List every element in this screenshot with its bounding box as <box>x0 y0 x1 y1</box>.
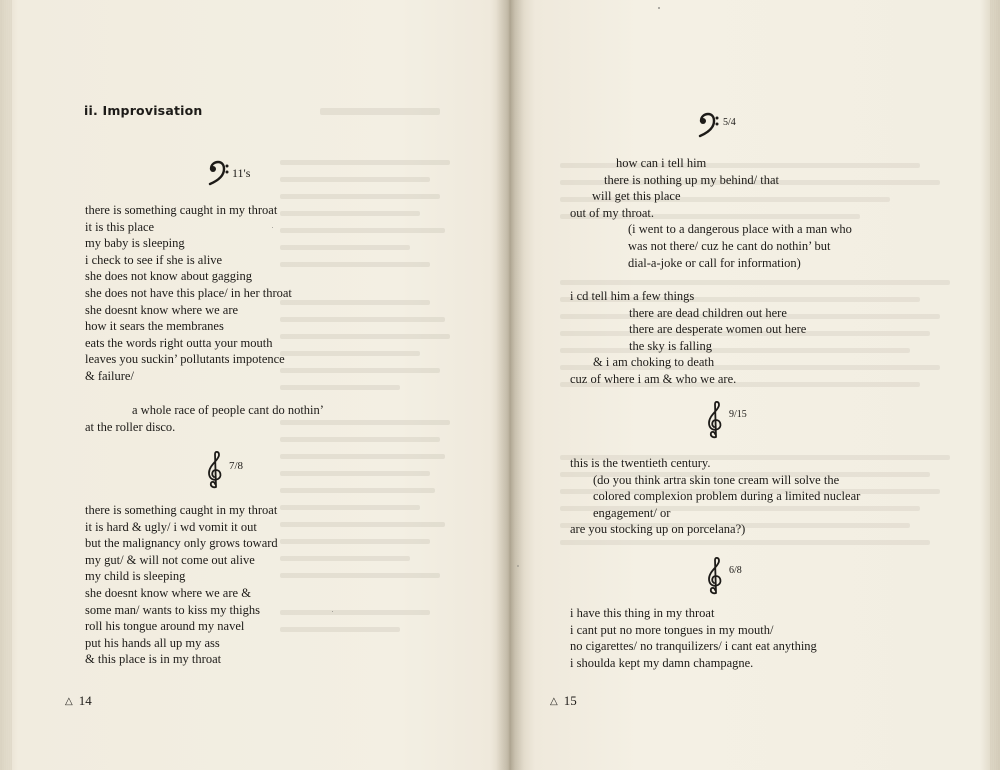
poem-line: my gut/ & will not come out alive <box>85 552 255 567</box>
poem-line: (do you think artra skin tone cream will solve the <box>593 472 840 487</box>
poem-line: my child is sleeping <box>85 569 186 584</box>
poem-line: how it sears the membranes <box>85 319 224 334</box>
poem-line: she does not have this place/ in her throat <box>85 285 292 300</box>
page-number: 15 <box>563 693 577 708</box>
tempo-marking-9-15 <box>705 400 747 440</box>
poem-line: & i am choking to death <box>593 355 715 370</box>
treble-clef-icon <box>705 556 725 596</box>
right-stanza-2 <box>570 288 806 388</box>
bass-clef-icon <box>207 160 229 186</box>
poem-line: she does not know about gagging <box>85 269 252 284</box>
page-number: 14 <box>78 693 92 708</box>
tempo-marking-5-4 <box>697 112 736 138</box>
poem-line: colored complexion problem during a limited nuclear <box>593 489 861 504</box>
right-stanza-1 <box>570 155 852 271</box>
time-signature: 6/8 <box>729 565 742 576</box>
treble-clef-icon <box>205 450 225 490</box>
poem-line: it is this place <box>85 219 155 234</box>
bass-clef-icon <box>697 112 719 138</box>
tempo-marking-6-8 <box>705 556 742 596</box>
poem-line: & failure/ <box>85 368 134 383</box>
poem-line: put his hands all up my ass <box>85 635 220 650</box>
poem-line: a whole race of people cant do nothin’ <box>132 403 324 417</box>
poem-line: out of my throat. <box>570 205 655 220</box>
poem-line: leaves you suckin’ pollutants impotence <box>85 352 285 367</box>
page-edge-left <box>0 0 12 770</box>
left-stanza-2 <box>85 402 324 435</box>
poem-line: i cant put no more tongues in my mouth/ <box>570 622 774 637</box>
poem-line: some man/ wants to kiss my thighs <box>85 602 260 617</box>
poem-line: there are dead children out here <box>629 305 787 320</box>
page-edge-right <box>990 0 1000 770</box>
poem-line: my baby is sleeping <box>85 236 185 251</box>
poem-line: are you stocking up on porcelana?) <box>570 522 746 537</box>
triangle-icon: △ <box>550 695 558 707</box>
paper-speck <box>658 7 660 9</box>
poem-line: there are desperate women out here <box>629 322 807 337</box>
left-stanza-3 <box>85 502 278 668</box>
poem-line: engagement/ or <box>593 505 671 520</box>
paper-speck <box>517 565 519 567</box>
time-signature: 5/4 <box>723 117 736 128</box>
poem-line: cuz of where i am & who we are. <box>570 371 737 386</box>
poem-line: she doesnt know where we are <box>85 302 239 317</box>
page-number-right <box>550 693 577 709</box>
poem-line: the sky is falling <box>629 338 712 353</box>
right-stanza-3 <box>570 455 860 538</box>
poem-line: roll his tongue around my navel <box>85 619 245 634</box>
poem-line: it is hard & ugly/ i wd vomit it out <box>85 519 257 534</box>
section-title: ii. Improvisation <box>84 103 203 118</box>
poem-line: i cd tell him a few things <box>570 289 695 303</box>
poem-line: no cigarettes/ no tranquilizers/ i cant eat anything <box>570 639 817 654</box>
poem-line: eats the words right outta your mouth <box>85 335 273 350</box>
poem-line: i have this thing in my throat <box>570 606 715 620</box>
poem-line: was not there/ cuz he cant do nothin’ but <box>628 238 831 253</box>
time-signature: 9/15 <box>729 409 747 420</box>
poem-line: there is nothing up my behind/ that <box>604 172 779 187</box>
poem-line: & this place is in my throat <box>85 652 222 667</box>
show-through-texture-left <box>280 100 495 660</box>
poem-line: (i went to a dangerous place with a man who <box>628 222 852 237</box>
poem-line: there is something caught in my throat <box>85 503 278 517</box>
time-signature: 7/8 <box>229 460 244 472</box>
poem-line: she doesnt know where we are & <box>85 585 251 600</box>
time-signature: 11's <box>232 166 251 180</box>
page-number-left <box>65 693 92 709</box>
right-stanza-4 <box>570 605 817 671</box>
tempo-marking-7-8 <box>205 450 243 490</box>
poem-line: i shoulda kept my damn champagne. <box>570 655 754 670</box>
poem-line: dial-a-joke or call for information) <box>628 255 801 270</box>
poem-line: there is something caught in my throat <box>85 203 278 217</box>
tempo-marking-11-8 <box>207 160 250 186</box>
poem-line: but the malignancy only grows toward <box>85 536 278 551</box>
poem-line: i check to see if she is alive <box>85 252 223 267</box>
poem-line: how can i tell him <box>616 156 707 170</box>
poem-line: will get this place <box>592 189 681 204</box>
poem-line: at the roller disco. <box>85 419 176 434</box>
paper-speck <box>332 611 333 612</box>
triangle-icon: △ <box>65 695 73 707</box>
book-gutter <box>496 0 524 770</box>
paper-speck <box>272 227 273 228</box>
left-stanza-1 <box>85 202 292 385</box>
poem-line: this is the twentieth century. <box>570 456 711 470</box>
treble-clef-icon <box>705 400 725 440</box>
